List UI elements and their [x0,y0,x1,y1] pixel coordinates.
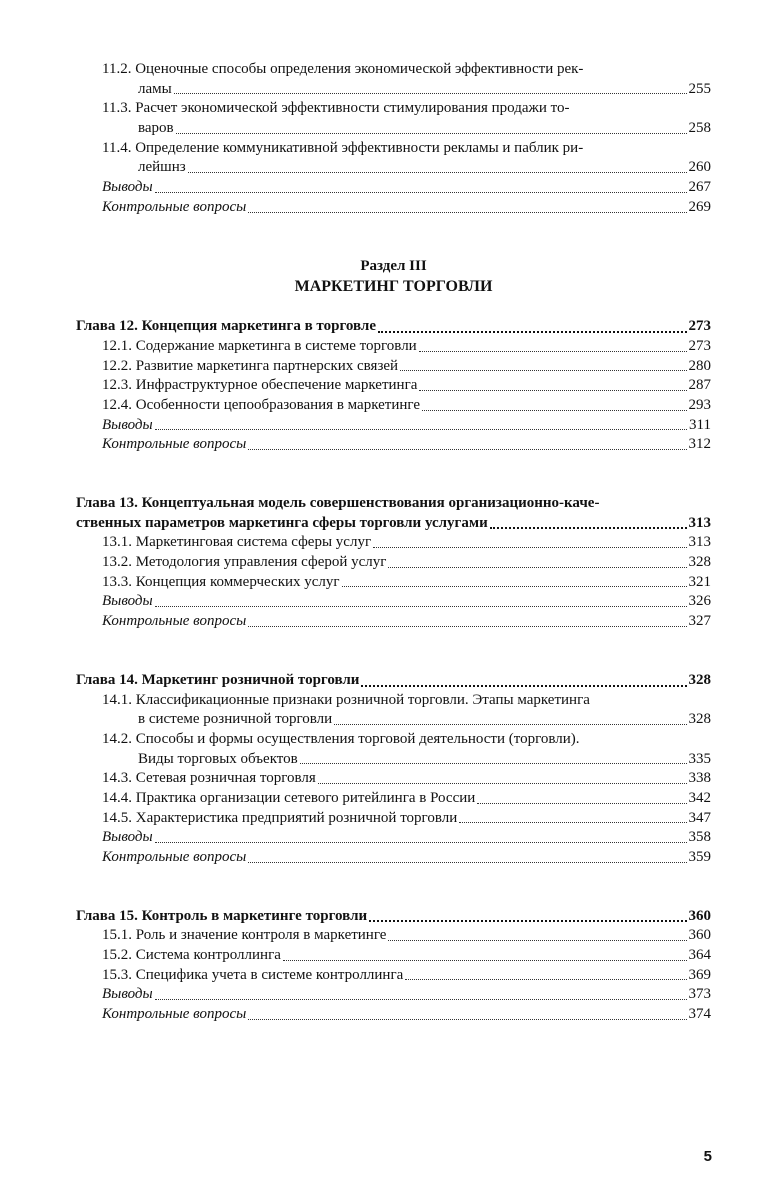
toc-chapter-15[interactable]: Глава 15. Контроль в маркетинге торговли 360 [76,907,711,924]
toc-section-11-3-line1: 11.3. Расчет экономической эффективности стимулирования продажи то- [102,100,570,117]
table-of-contents [76,60,711,1025]
toc-section-11-4[interactable]: лейшнз 260 [138,159,711,176]
toc-questions-14[interactable]: Контрольные вопросы 359 [102,849,711,865]
toc-chapter-13[interactable]: ственных параметров маркетинга сферы торговли услугами 313 [76,514,711,531]
toc-section-15-1[interactable]: 15.1. Роль и значение контроля в маркетинге 360 [102,927,711,944]
toc-section-12-3[interactable]: 12.3. Инфраструктурное обеспечение маркетинга 287 [102,377,711,394]
toc-questions-15[interactable]: Контрольные вопросы 374 [102,1006,711,1023]
toc-questions-13[interactable]: Контрольные вопросы 327 [102,613,711,630]
toc-conclusions-11[interactable]: Выводы 267 [102,179,711,196]
toc-section-15-2[interactable]: 15.2. Система контроллинга 364 [102,947,711,964]
page-number: 5 [703,1148,712,1165]
toc-conclusions-13[interactable]: Выводы 326 [102,593,711,610]
toc-conclusions-15[interactable]: Выводы 373 [102,986,711,1003]
toc-section-11-2[interactable]: ламы 255 [138,80,711,97]
toc-section-14-4[interactable]: 14.4. Практика организации сетевого ритейлинга в России 342 [102,789,711,806]
part-title: МАРКЕТИНГ ТОРГОВЛИ [294,278,493,296]
toc-section-12-4[interactable]: 12.4. Особенности цепообразования в маркетинге 293 [102,396,711,413]
toc-conclusions-12[interactable]: Выводы 311 [102,416,711,433]
toc-section-11-2-line1: 11.2. Оценочные способы определения экономической эффективности рек- [102,61,584,77]
toc-chapter-12[interactable]: Глава 12. Концепция маркетинга в торговле 273 [76,318,711,335]
toc-section-15-3[interactable]: 15.3. Специфика учета в системе контроллинга 369 [102,966,711,983]
toc-section-12-2[interactable]: 12.2. Развитие маркетинга партнерских связей 280 [102,357,711,374]
toc-section-11-3[interactable]: варов 258 [138,120,711,137]
part-label: Раздел III [360,257,427,274]
toc-section-13-2[interactable]: 13.2. Методология управления сферой услуг 328 [102,554,711,571]
toc-questions-12[interactable]: Контрольные вопросы 312 [102,436,711,453]
toc-section-12-1[interactable]: 12.1. Содержание маркетинга в системе торговли 273 [102,337,711,354]
toc-section-14-2-line1: 14.2. Способы и формы осуществления торговой деятельности (торговли). [102,730,580,747]
toc-section-11-4-line1: 11.4. Определение коммуникативной эффективности рекламы и паблик ри- [102,139,584,156]
toc-questions-11[interactable]: Контрольные вопросы 269 [102,198,711,215]
toc-section-14-2[interactable]: Виды торговых объектов 335 [138,750,711,767]
toc-chapter-14[interactable]: Глава 14. Маркетинг розничной торговли 328 [76,671,711,688]
toc-conclusions-14[interactable]: Выводы 358 [102,829,711,846]
toc-section-14-1-line1: 14.1. Классификационные признаки розничной торговли. Этапы маркетинга [102,691,590,708]
toc-section-13-3[interactable]: 13.3. Концепция коммерческих услуг 321 [102,573,711,590]
toc-section-13-1[interactable]: 13.1. Маркетинговая система сферы услуг 313 [102,534,711,551]
toc-chapter-13-line1: Глава 13. Концептуальная модель совершенствования организационно-каче- [76,495,600,511]
toc-section-14-5[interactable]: 14.5. Характеристика предприятий розничной торговли 347 [102,809,711,826]
toc-section-14-3[interactable]: 14.3. Сетевая розничная торговля 338 [102,770,711,787]
toc-section-14-1[interactable]: в системе розничной торговли 328 [138,711,711,728]
